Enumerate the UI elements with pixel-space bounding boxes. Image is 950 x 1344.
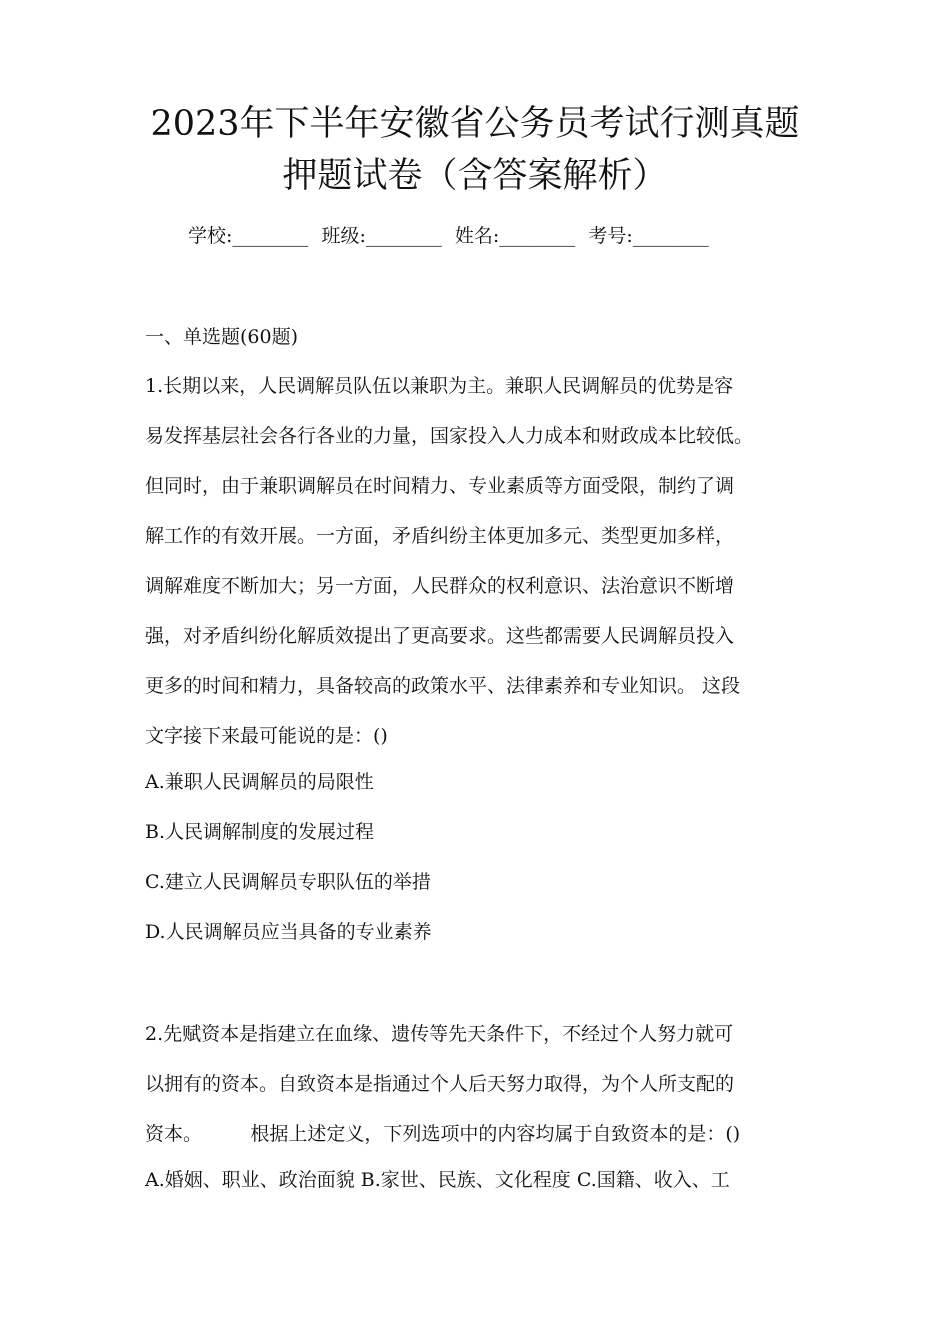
question1-line: 但同时，由于兼职调解员在时间精力、专业素质等方面受限，制约了调: [145, 475, 735, 497]
section-heading: 一、单选题(60题): [145, 326, 299, 348]
question1-line: 调解难度不断加大；另一方面，人民群众的权利意识、法治意识不断增: [145, 575, 735, 597]
question1-line: 强，对矛盾纠纷化解质效提出了更高要求。这些都需要人民调解员投入: [145, 625, 735, 647]
question1-line: 解工作的有效开展。一方面，矛盾纠纷主体更加多元、类型更加多样，: [145, 525, 735, 547]
question1-option-b: B.人民调解制度的发展过程: [145, 821, 375, 843]
question1-line: 易发挥基层社会各行各业的力量，国家投入人力成本和财政成本比较低。: [145, 425, 754, 447]
document-title-line2: 押题试卷（含答案解析）: [282, 156, 668, 196]
question1-option-a: A.兼职人民调解员的局限性: [145, 771, 374, 793]
question1-line: 更多的时间和精力，具备较高的政策水平、法律素养和专业知识。 这段: [145, 675, 741, 697]
question1-option-d: D.人民调解员应当具备的专业素养: [145, 921, 432, 943]
question2-line: 以拥有的资本。自致资本是指通过个人后天努力取得，为个人所支配的: [145, 1073, 735, 1095]
question1-option-c: C.建立人民调解员专职队伍的举措: [145, 871, 431, 893]
student-info-fields: [188, 222, 716, 250]
question2-line: 2.先赋资本是指建立在血缘、遗传等先天条件下，不经过个人努力就可: [145, 1023, 734, 1045]
question2-options-line: A.婚姻、职业、政治面貌 B.家世、民族、文化程度 C.国籍、收入、工: [145, 1169, 730, 1191]
question1-line: 文字接下来最可能说的是：(): [145, 725, 388, 747]
question1-line: 1.长期以来，人民调解员队伍以兼职为主。兼职人民调解员的优势是容: [145, 375, 734, 397]
exam-number-field: 考号:________: [588, 225, 709, 247]
name-field: 姓名:________: [454, 225, 576, 247]
class-field: 班级:________: [321, 225, 442, 247]
school-field: 学校:________: [188, 225, 309, 247]
question2-line: 资本。 根据上述定义，下列选项中的内容均属于自致资本的是：(): [145, 1123, 741, 1145]
document-title-line1: 2023年下半年安徽省公务员考试行测真题: [150, 104, 800, 144]
